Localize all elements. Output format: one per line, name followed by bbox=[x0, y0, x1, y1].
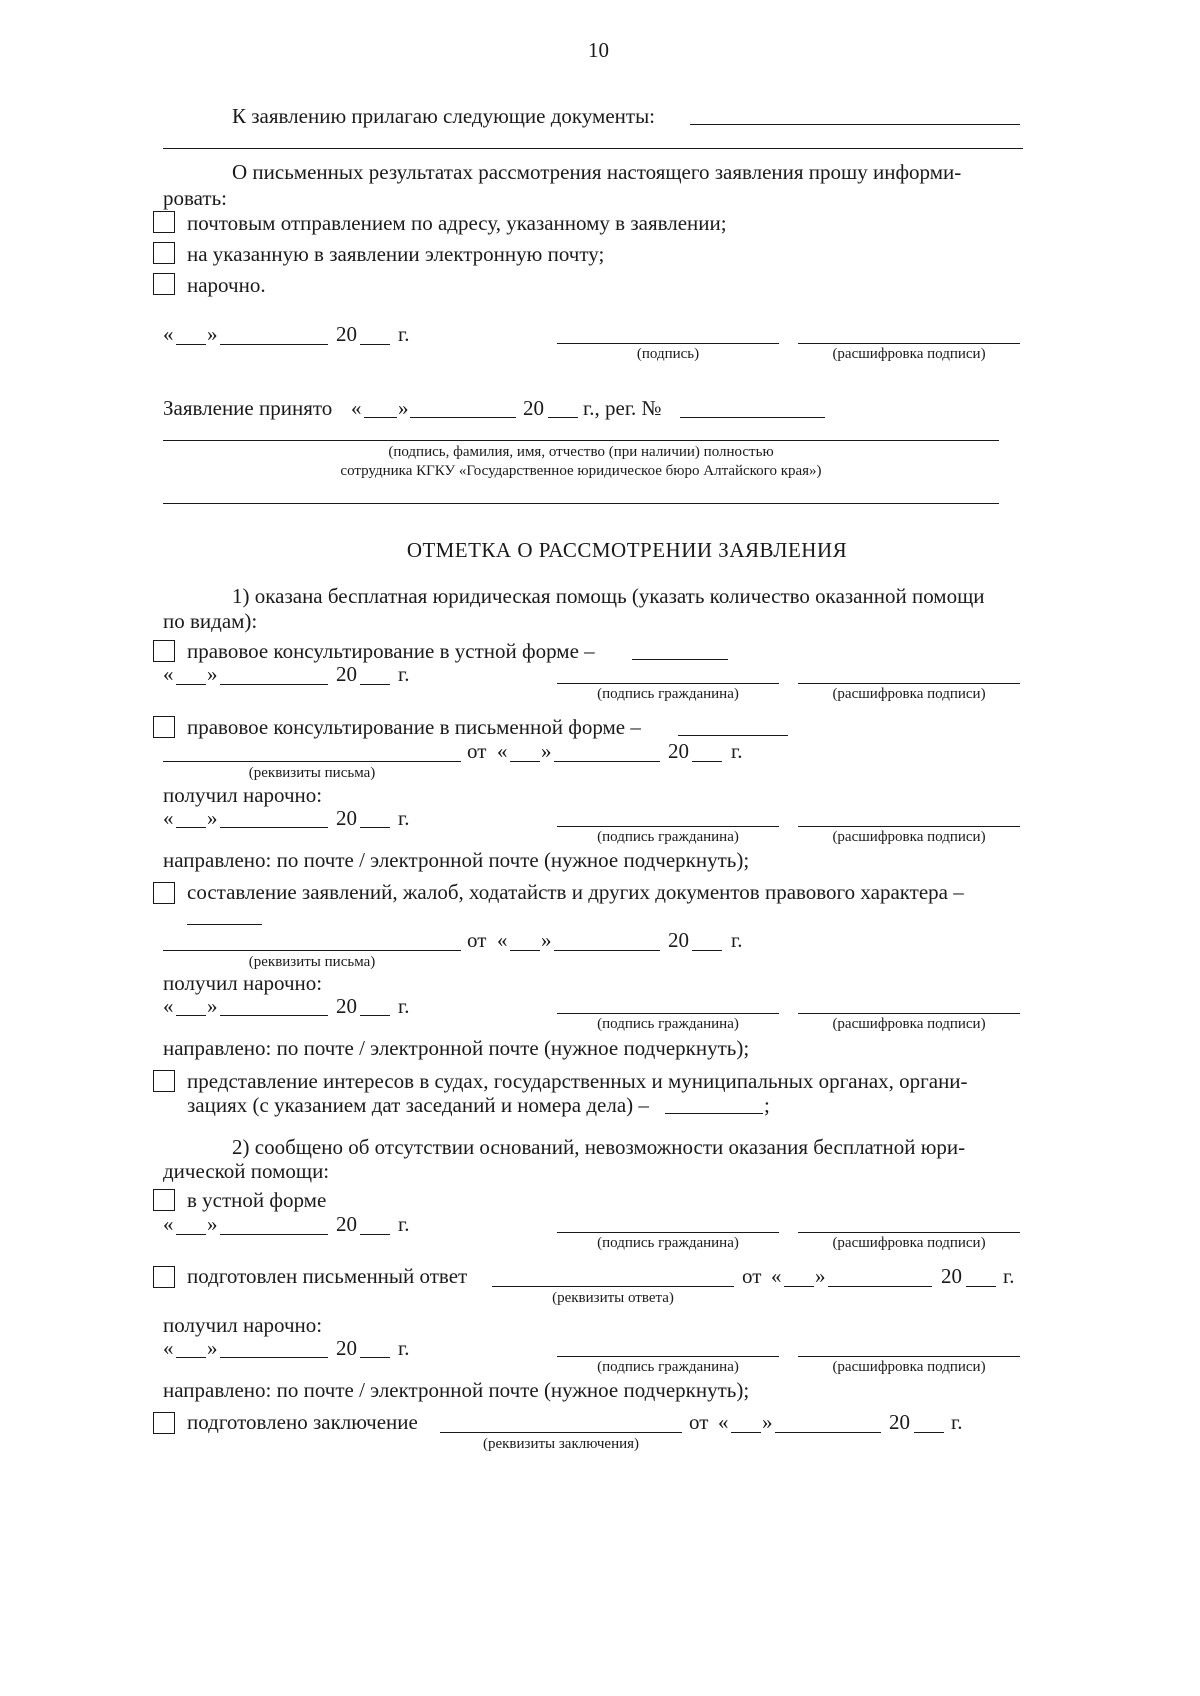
signature-decoding-caption: (расшифровка подписи) bbox=[832, 829, 986, 845]
month-field[interactable] bbox=[775, 1432, 881, 1433]
year-suffix: г. bbox=[398, 994, 410, 1018]
from-label: от bbox=[467, 739, 487, 763]
checkbox-documents-drafting[interactable] bbox=[153, 882, 175, 904]
reg-number-field[interactable] bbox=[680, 417, 825, 418]
citizen-signature-caption: (подпись гражданина) bbox=[597, 1235, 739, 1251]
quote-open: « bbox=[163, 994, 174, 1018]
day-field[interactable] bbox=[176, 1015, 206, 1016]
checkbox-written-answer[interactable] bbox=[153, 1266, 175, 1288]
year-prefix: 20 bbox=[336, 662, 357, 686]
quote-open: « bbox=[497, 739, 508, 763]
year-field[interactable] bbox=[360, 1234, 390, 1235]
representation-line2: зациях (с указанием дат заседаний и номера дела) – bbox=[187, 1093, 649, 1117]
from-label: от bbox=[742, 1264, 762, 1288]
signature-field[interactable] bbox=[557, 343, 779, 363]
quote-open: « bbox=[163, 1212, 174, 1236]
day-field[interactable] bbox=[176, 827, 206, 828]
citizen-signature-field[interactable] bbox=[557, 1232, 779, 1252]
month-field[interactable] bbox=[220, 1357, 328, 1358]
quote-close: » bbox=[815, 1264, 826, 1288]
year-suffix: г. bbox=[398, 806, 410, 830]
letter-details-caption: (реквизиты письма) bbox=[248, 954, 376, 970]
documents-drafting-label: составление заявлений, жалоб, ходатайств и других документов правового характера – bbox=[187, 880, 964, 904]
signature-decoding-caption: (расшифровка подписи) bbox=[832, 1016, 986, 1032]
citizen-signature-caption: (подпись гражданина) bbox=[597, 1016, 739, 1032]
year-prefix: 20 bbox=[941, 1264, 962, 1288]
section-title: ОТМЕТКА О РАССМОТРЕНИИ ЗАЯВЛЕНИЯ bbox=[406, 538, 848, 562]
checkbox-written-consultation[interactable] bbox=[153, 716, 175, 738]
conclusion-details-caption: (реквизиты заключения) bbox=[482, 1436, 640, 1452]
signature-decoding-caption: (расшифровка подписи) bbox=[832, 1359, 986, 1375]
from-label: от bbox=[689, 1410, 709, 1434]
citizen-signature-field[interactable] bbox=[557, 1356, 779, 1376]
employee-extra-line[interactable] bbox=[163, 503, 999, 504]
day-field[interactable] bbox=[510, 761, 540, 762]
checkbox-conclusion[interactable] bbox=[153, 1412, 175, 1434]
year-field[interactable] bbox=[692, 761, 722, 762]
documents-drafting-count[interactable] bbox=[187, 924, 262, 925]
year-suffix: г. bbox=[1003, 1264, 1015, 1288]
page-number: 10 bbox=[588, 38, 609, 62]
quote-close: » bbox=[207, 994, 218, 1018]
month-field[interactable] bbox=[554, 761, 660, 762]
month-field[interactable] bbox=[220, 1234, 328, 1235]
year-prefix: 20 bbox=[336, 806, 357, 830]
accepted-month-field[interactable] bbox=[410, 417, 516, 418]
citizen-signature-caption: (подпись гражданина) bbox=[597, 1359, 739, 1375]
sent-by-label: направлено: по почте / электронной почте (нужное подчеркнуть); bbox=[163, 848, 750, 872]
employee-caption-1: (подпись, фамилия, имя, отчество (при наличии) полностью bbox=[388, 444, 774, 460]
quote-close: » bbox=[541, 739, 552, 763]
year-prefix: 20 bbox=[336, 322, 357, 346]
representation-line1-text: представление интересов в судах, государственных и муниципальных органах, органи- bbox=[187, 1069, 968, 1093]
year-field[interactable] bbox=[360, 1015, 390, 1016]
quote-close: » bbox=[207, 1212, 218, 1236]
item1-line1-text: 1) оказана бесплатная юридическая помощь (указать количество оказанной помощи bbox=[232, 584, 985, 608]
oral-consultation-label: правовое консультирование в устной форме – bbox=[187, 639, 595, 663]
received-by-hand-label: получил нарочно: bbox=[163, 971, 323, 995]
citizen-signature-field[interactable] bbox=[557, 683, 779, 703]
received-by-hand-label: получил нарочно: bbox=[163, 1313, 323, 1337]
quote-close: » bbox=[207, 322, 218, 346]
item2-line2: дической помощи: bbox=[163, 1159, 330, 1183]
answer-details-caption: (реквизиты ответа) bbox=[552, 1290, 674, 1306]
year-field[interactable] bbox=[360, 827, 390, 828]
documents-drafting-line bbox=[187, 880, 1034, 904]
year-prefix: 20 bbox=[336, 994, 357, 1018]
day-field[interactable] bbox=[731, 1432, 761, 1433]
attachments-label: К заявлению прилагаю следующие документы: bbox=[232, 104, 656, 128]
citizen-signature-caption: (подпись гражданина) bbox=[597, 686, 739, 702]
employee-caption-2: сотрудника КГКУ «Государственное юридическое бюро Алтайского края») bbox=[340, 463, 822, 479]
year-field[interactable] bbox=[360, 344, 390, 345]
quote-open: « bbox=[163, 322, 174, 346]
year-suffix: г. bbox=[398, 322, 410, 346]
quote-open: « bbox=[163, 806, 174, 830]
month-field[interactable] bbox=[220, 344, 328, 345]
inform-paragraph bbox=[232, 160, 1034, 184]
signature-decoding-caption: (расшифровка подписи) bbox=[832, 1235, 986, 1251]
checkbox-oral-consultation[interactable] bbox=[153, 640, 175, 662]
option-mail-label: почтовым отправлением по адресу, указанному в заявлении; bbox=[187, 211, 727, 235]
quote-close: » bbox=[398, 396, 409, 420]
quote-close: » bbox=[207, 806, 218, 830]
month-field[interactable] bbox=[220, 827, 328, 828]
year-suffix: г. bbox=[731, 739, 743, 763]
checkbox-oral-refusal[interactable] bbox=[153, 1189, 175, 1211]
from-label: от bbox=[467, 928, 487, 952]
written-consultation-label: правовое консультирование в письменной форме – bbox=[187, 715, 641, 739]
year-suffix: г. bbox=[398, 662, 410, 686]
accepted-day-field[interactable] bbox=[364, 417, 397, 418]
year-field[interactable] bbox=[692, 950, 722, 951]
quote-open: « bbox=[351, 396, 362, 420]
month-field[interactable] bbox=[554, 950, 660, 951]
letter-details-field[interactable] bbox=[163, 950, 461, 951]
quote-open: « bbox=[771, 1264, 782, 1288]
day-field[interactable] bbox=[510, 950, 540, 951]
year-prefix: 20 bbox=[336, 1212, 357, 1236]
attachments-field-line2[interactable] bbox=[163, 148, 1023, 149]
signature-decoding-field[interactable] bbox=[798, 1356, 1020, 1376]
signature-decoding-field[interactable] bbox=[798, 1232, 1020, 1252]
reg-number-label: г., рег. № bbox=[583, 396, 662, 420]
citizen-signature-caption: (подпись гражданина) bbox=[597, 829, 739, 845]
year-prefix: 20 bbox=[668, 739, 689, 763]
signature-decoding-field[interactable] bbox=[798, 343, 1020, 363]
day-field[interactable] bbox=[176, 1234, 206, 1235]
oral-refusal-label: в устной форме bbox=[187, 1188, 327, 1212]
conclusion-details-field[interactable] bbox=[440, 1432, 682, 1433]
month-field[interactable] bbox=[220, 1015, 328, 1016]
year-field[interactable] bbox=[966, 1286, 996, 1287]
item2-line1-text: 2) сообщено об отсутствии оснований, невозможности оказания бесплатной юри- bbox=[232, 1135, 966, 1159]
item1-line1 bbox=[232, 584, 1034, 608]
checkbox-email[interactable] bbox=[153, 242, 175, 264]
month-field[interactable] bbox=[828, 1286, 932, 1287]
signature-decoding-caption: (расшифровка подписи) bbox=[832, 686, 986, 702]
representation-line1 bbox=[187, 1069, 1034, 1093]
sent-by-label: направлено: по почте / электронной почте (нужное подчеркнуть); bbox=[163, 1036, 750, 1060]
sent-by-label: направлено: по почте / электронной почте (нужное подчеркнуть); bbox=[163, 1378, 750, 1402]
attachments-field[interactable] bbox=[690, 124, 1020, 125]
answer-details-field[interactable] bbox=[492, 1286, 734, 1287]
quote-close: » bbox=[207, 662, 218, 686]
year-field[interactable] bbox=[360, 1357, 390, 1358]
year-suffix: г. bbox=[951, 1410, 963, 1434]
quote-open: « bbox=[163, 1336, 174, 1360]
signature-decoding-field[interactable] bbox=[798, 683, 1020, 703]
representation-end: ; bbox=[764, 1093, 770, 1117]
day-field[interactable] bbox=[176, 344, 206, 345]
conclusion-label: подготовлено заключение bbox=[187, 1410, 418, 1434]
month-field[interactable] bbox=[220, 684, 328, 685]
representation-count[interactable] bbox=[665, 1113, 763, 1114]
year-field[interactable] bbox=[914, 1432, 944, 1433]
day-field[interactable] bbox=[784, 1286, 814, 1287]
checkbox-representation[interactable] bbox=[153, 1070, 175, 1092]
option-email-label: на указанную в заявлении электронную почту; bbox=[187, 242, 605, 266]
year-suffix: г. bbox=[731, 928, 743, 952]
year-prefix: 20 bbox=[523, 396, 544, 420]
quote-open: « bbox=[163, 662, 174, 686]
signature-decoding-caption: (расшифровка подписи) bbox=[832, 346, 986, 362]
quote-close: » bbox=[762, 1410, 773, 1434]
item1-line2: по видам): bbox=[163, 609, 258, 633]
signature-decoding-field[interactable] bbox=[798, 1013, 1020, 1033]
quote-open: « bbox=[718, 1410, 729, 1434]
day-field[interactable] bbox=[176, 684, 206, 685]
year-prefix: 20 bbox=[668, 928, 689, 952]
quote-close: » bbox=[207, 1336, 218, 1360]
checkbox-mail[interactable] bbox=[153, 211, 175, 233]
year-prefix: 20 bbox=[889, 1410, 910, 1434]
signature-decoding-field[interactable] bbox=[798, 826, 1020, 846]
oral-consultation-count[interactable] bbox=[632, 659, 728, 660]
written-answer-label: подготовлен письменный ответ bbox=[187, 1264, 468, 1288]
citizen-signature-field[interactable] bbox=[557, 826, 779, 846]
received-by-hand-label: получил нарочно: bbox=[163, 783, 323, 807]
citizen-signature-field[interactable] bbox=[557, 1013, 779, 1033]
quote-close: » bbox=[541, 928, 552, 952]
signature-caption: (подпись) bbox=[636, 346, 700, 362]
inform-line1: О письменных результатах рассмотрения настоящего заявления прошу информи- bbox=[232, 160, 962, 184]
year-suffix: г. bbox=[398, 1336, 410, 1360]
accepted-year-field[interactable] bbox=[548, 417, 578, 418]
written-consultation-count[interactable] bbox=[678, 735, 788, 736]
checkbox-by-hand[interactable] bbox=[153, 273, 175, 295]
option-by-hand-label: нарочно. bbox=[187, 273, 266, 297]
quote-open: « bbox=[497, 928, 508, 952]
day-field[interactable] bbox=[176, 1357, 206, 1358]
accepted-label: Заявление принято bbox=[163, 396, 333, 420]
year-prefix: 20 bbox=[336, 1336, 357, 1360]
year-field[interactable] bbox=[360, 684, 390, 685]
inform-line2: ровать: bbox=[163, 186, 228, 210]
letter-details-caption: (реквизиты письма) bbox=[248, 765, 376, 781]
letter-details-field[interactable] bbox=[163, 761, 461, 762]
year-suffix: г. bbox=[398, 1212, 410, 1236]
item2-line1 bbox=[232, 1135, 1034, 1159]
employee-signature-field[interactable] bbox=[163, 440, 999, 441]
